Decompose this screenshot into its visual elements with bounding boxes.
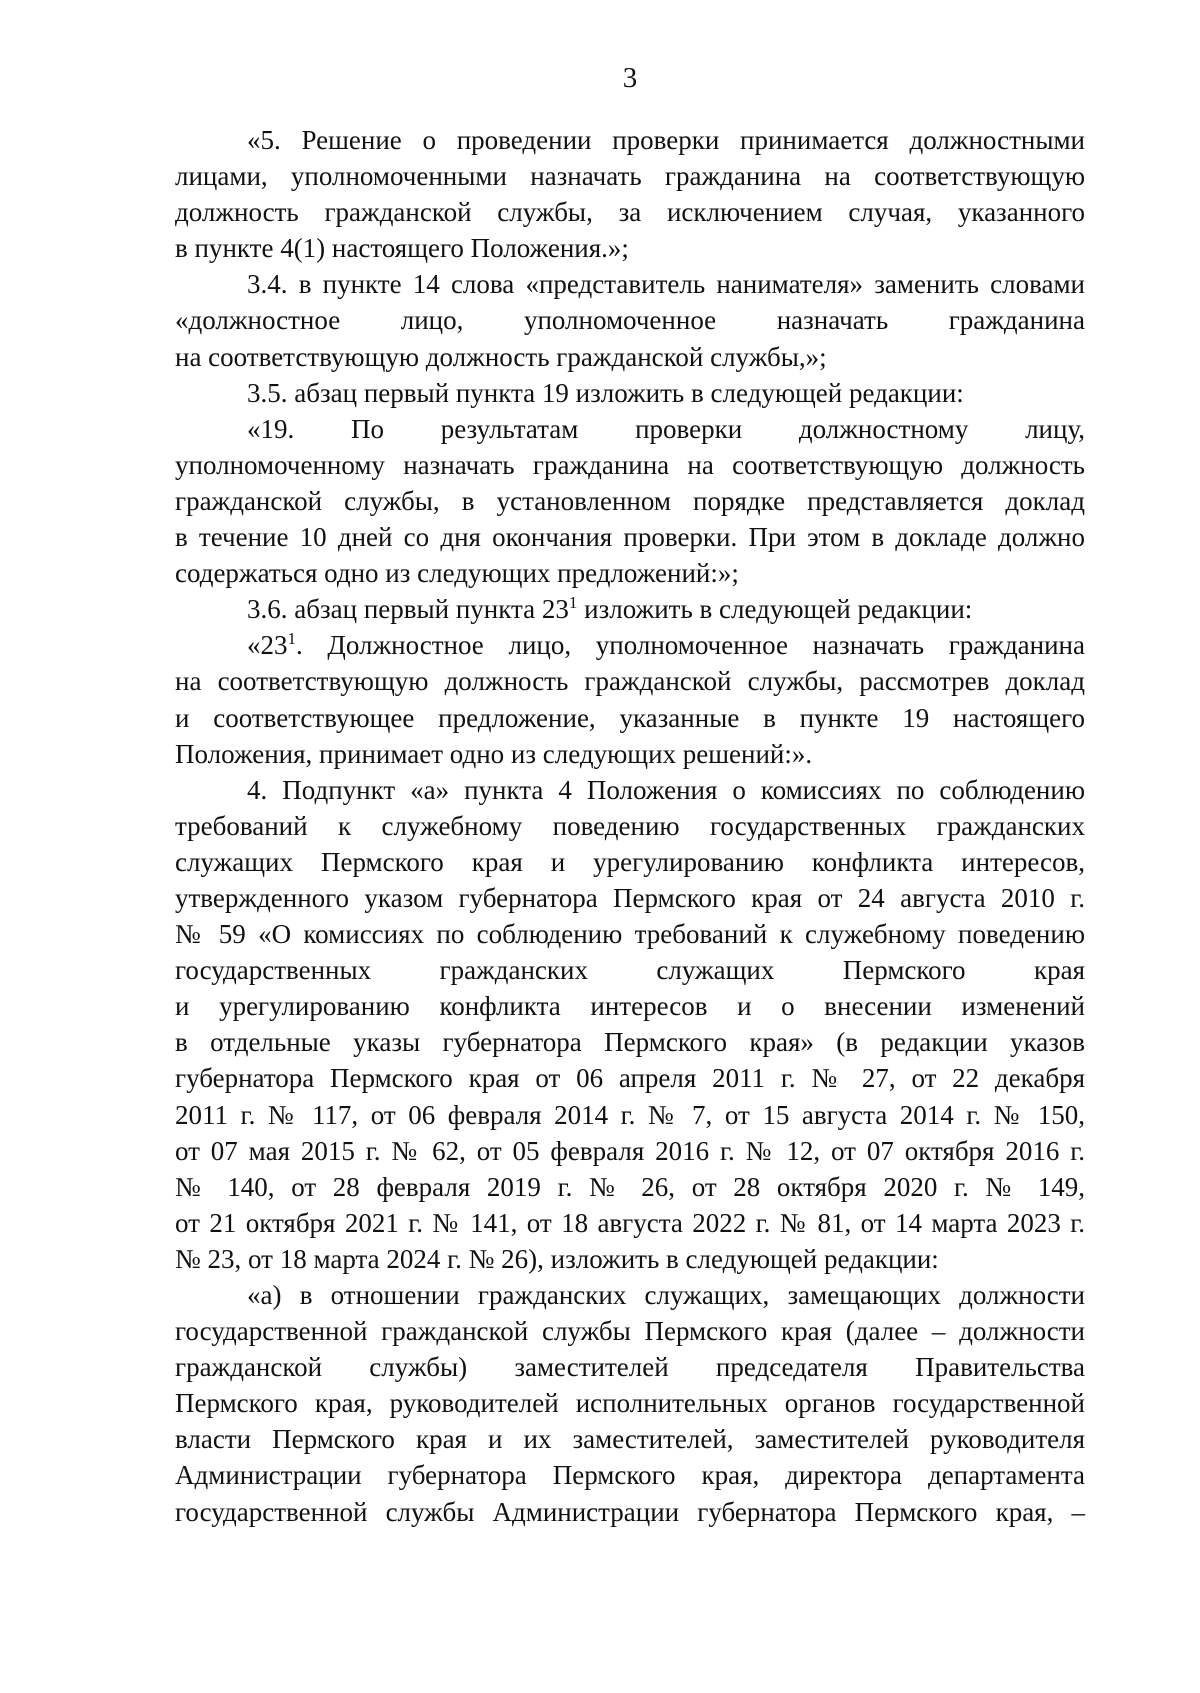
text-line: в отдельные указы губернатора Пермского края» (в редакции указов	[175, 1027, 1085, 1058]
text-line: на соответствующую должность гражданской службы,»;	[175, 341, 827, 372]
paragraph	[175, 411, 1085, 591]
superscript: 1	[287, 629, 296, 649]
text-line: Пермского края, руководителей исполнительных органов государственной	[175, 1388, 1085, 1419]
text-line: государственной службы Администрации губернатора Пермского края, –	[175, 1496, 1085, 1527]
text-line: 3.4. в пункте 14 слова «представитель нанимателя» заменить словами	[247, 269, 1085, 300]
text-line: должность гражданской службы, за исключением случая, указанного	[175, 197, 1085, 228]
paragraph	[175, 627, 1085, 771]
text-line: гражданской службы) заместителей председателя Правительства	[175, 1352, 1085, 1383]
text-line: № 59 «О комиссиях по соблюдению требований к служебному поведению	[175, 919, 1085, 950]
paragraph	[175, 591, 1085, 627]
text-line: губернатора Пермского края от 06 апреля 2011 г. № 27, от 22 декабря	[175, 1063, 1085, 1094]
document-body	[175, 122, 1085, 1530]
text-line: в пункте 4(1) настоящего Положения.»;	[175, 233, 629, 264]
text-line: на соответствующую должность гражданской службы, рассмотрев доклад	[175, 666, 1085, 697]
text-line: «19. По результатам проверки должностному лицу,	[247, 413, 1085, 444]
text-line: уполномоченному назначать гражданина на соответствующую должность	[175, 449, 1085, 480]
text-line: 2011 г. № 117, от 06 февраля 2014 г. № 7, от 15 августа 2014 г. № 150,	[175, 1099, 1085, 1130]
superscript: 1	[568, 593, 578, 613]
page-number: 3	[622, 62, 638, 94]
text-line: требований к служебному поведению государственных гражданских	[175, 810, 1085, 841]
text-segment: «23	[247, 630, 288, 661]
text-line: и соответствующее предложение, указанные в пункте 19 настоящего	[175, 702, 1085, 733]
text-line: и урегулированию конфликта интересов и о внесении изменений	[175, 991, 1085, 1022]
text-line: от 21 октября 2021 г. № 141, от 18 августа 2022 г. № 81, от 14 марта 2023 г.	[175, 1207, 1085, 1238]
paragraph	[175, 772, 1085, 1277]
text-line: лицами, уполномоченными назначать гражданина на соответствующую	[175, 161, 1085, 192]
text-line: № 23, от 18 марта 2024 г. № 26), изложить в следующей редакции:	[175, 1243, 939, 1274]
text-line: 4. Подпункт «а» пункта 4 Положения о комиссиях по соблюдению	[247, 774, 1085, 805]
text-line	[175, 627, 1085, 663]
paragraph	[175, 1277, 1085, 1530]
text-line: гражданской службы, в установленном порядке представляется доклад	[175, 485, 1085, 516]
text-line: «должностное лицо, уполномоченное назначать гражданина	[175, 305, 1085, 336]
text-line: содержаться одно из следующих предложений:»;	[175, 558, 739, 589]
paragraph	[175, 122, 1085, 266]
paragraph	[175, 375, 1085, 411]
text-line: утвержденного указом губернатора Пермского края от 24 августа 2010 г.	[175, 882, 1085, 913]
text-segment: . Должностное лицо, уполномоченное назначать гражданина	[296, 630, 1085, 661]
text-line: «а) в отношении гражданских служащих, замещающих должности	[247, 1280, 1085, 1310]
text-line: Администрации губернатора Пермского края, директора департамента	[175, 1460, 1085, 1491]
text-line: служащих Пермского края и урегулированию конфликта интересов,	[175, 846, 1085, 877]
text-segment: 3.6. абзац первый пункта 23	[247, 594, 569, 625]
text-line: 3.5. абзац первый пункта 19 изложить в следующей редакции:	[247, 377, 964, 408]
text-line: от 07 мая 2015 г. № 62, от 05 февраля 2016 г. № 12, от 07 октября 2016 г.	[175, 1135, 1085, 1166]
text-line: в течение 10 дней со дня окончания проверки. При этом в докладе должно	[175, 522, 1085, 553]
text-line: государственной гражданской службы Пермского края (далее – должности	[175, 1316, 1085, 1347]
text-line: Положения, принимает одно из следующих решений:».	[175, 738, 813, 769]
text-line: № 140, от 28 февраля 2019 г. № 26, от 28 октября 2020 г. № 149,	[175, 1171, 1085, 1202]
text-segment: изложить в следующей редакции:	[577, 594, 973, 625]
text-line	[175, 591, 1085, 627]
text-line: власти Пермского края и их заместителей, заместителей руководителя	[175, 1424, 1085, 1455]
text-line: государственных гражданских служащих Пермского края	[175, 955, 1085, 986]
text-line: «5. Решение о проведении проверки принимается должностными	[247, 125, 1085, 155]
paragraph	[175, 266, 1085, 374]
